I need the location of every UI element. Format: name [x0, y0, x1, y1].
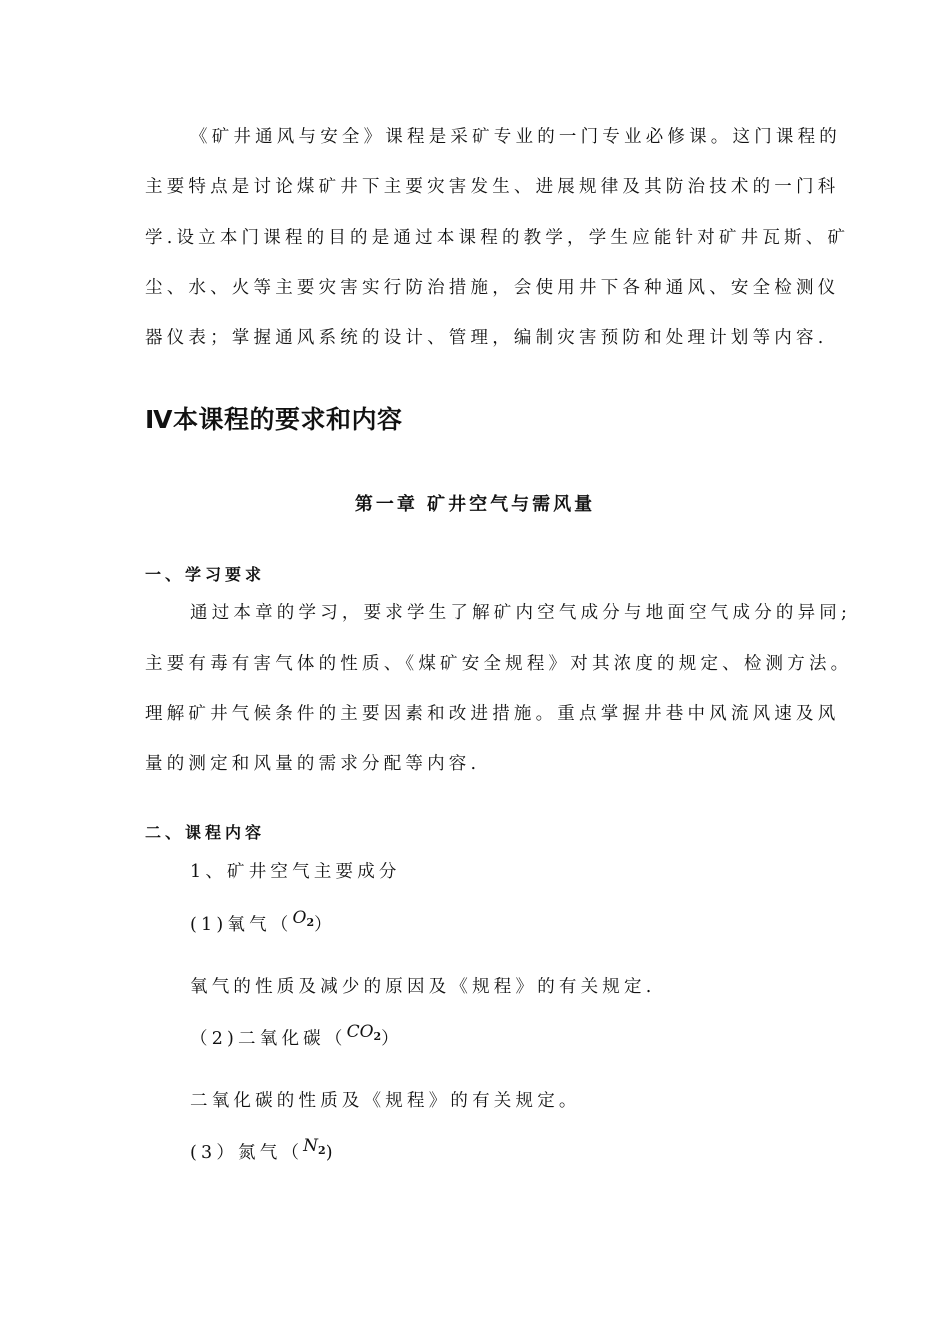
section-title-requirements: 一、学习要求 [145, 565, 266, 584]
chapter-title: 第一章 矿井空气与需风量 [354, 494, 596, 515]
carbon-dioxide-label: （2)二氧化碳（ [190, 1029, 347, 1049]
intro-paragraph-line-1: 《矿井通风与安全》课程是采矿专业的一门专业必修课。这门课程的 [190, 127, 841, 147]
intro-paragraph-line-5: 器仪表；掌握通风系统的设计、管理，编制灾害预防和处理计划等内容. [145, 328, 828, 348]
requirements-line-1: 通过本章的学习，要求学生了解矿内空气成分与地面空气成分的异同; [190, 603, 852, 623]
requirements-line-2: 主要有毒有害气体的性质、《煤矿安全规程》对其浓度的规定、检测方法。 [145, 654, 853, 674]
intro-paragraph-line-3: 学.设立本门课程的目的是通过本课程的教学，学生应能针对矿井瓦斯、矿 [145, 228, 850, 248]
oxygen-description: 氧气的性质及减少的原因及《规程》的有关规定. [190, 977, 656, 997]
nitrogen-heading: (3）氮气$(N_2)$ [190, 1136, 337, 1163]
section-title-content: 二、课程内容 [145, 823, 266, 842]
content-item-1: 1、矿井空气主要成分 [190, 862, 401, 882]
nitrogen-label: (3）氮气（ [190, 1143, 304, 1163]
intro-paragraph-line-4: 尘、水、火等主要灾害实行防治措施，会使用井下各种通风、安全检测仪 [145, 278, 840, 298]
carbon-dioxide-description: 二氧化碳的性质及《规程》的有关规定。 [190, 1091, 581, 1111]
oxygen-heading: (1)氧气$(O_2)$ [190, 908, 336, 935]
intro-paragraph-line-2: 主要特点是讨论煤矿井下主要灾害发生、进展规律及其防治技术的一门科 [145, 177, 840, 197]
requirements-line-3: 理解矿井气候条件的主要因素和改进措施。重点掌握井巷中风流风速及风 [145, 704, 840, 724]
carbon-dioxide-formula: $CO_2$ [346, 1022, 382, 1043]
oxygen-label: (1)氧气（ [190, 915, 293, 935]
section-heading: Ⅳ本课程的要求和内容 [145, 405, 403, 434]
carbon-dioxide-heading: （2)二氧化碳$(CO_2)$ [190, 1022, 403, 1049]
nitrogen-formula: $N_2$ [303, 1136, 326, 1157]
requirements-line-4: 量的测定和风量的需求分配等内容. [145, 754, 481, 774]
oxygen-formula: $O_2$ [292, 908, 315, 929]
